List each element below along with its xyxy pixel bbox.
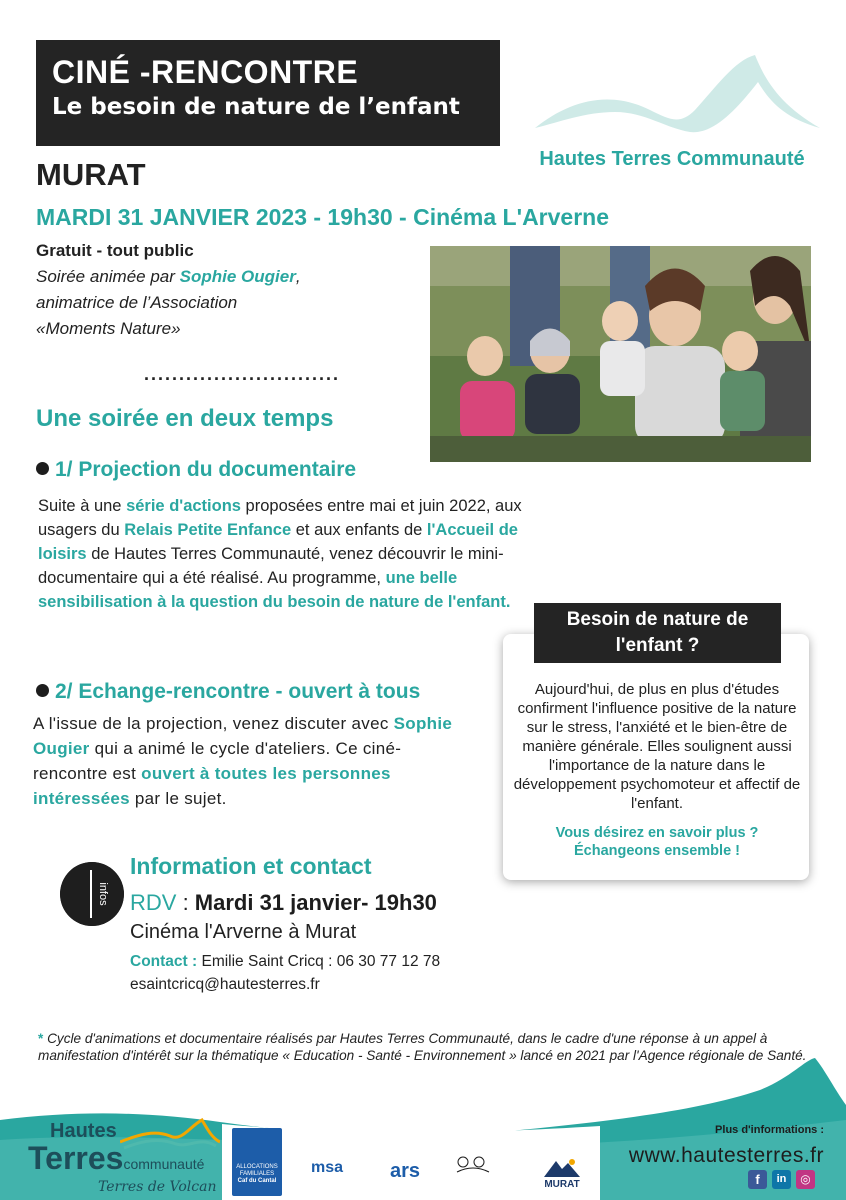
rdv-place: Cinéma l'Arverne à Murat <box>130 921 357 943</box>
part1-text: proposées entre mai et juin 2022, aux usagers du <box>38 497 522 539</box>
footer-logo-terres: Terres <box>28 1140 124 1176</box>
contact-heading: Information et contact <box>130 853 372 879</box>
part2-heading <box>36 680 420 704</box>
part2-text: par le sujet. <box>129 789 227 808</box>
event-price: Gratuit - tout public <box>36 241 194 260</box>
part2-body <box>33 711 463 811</box>
part2-text: qui a animé le cycle d'ateliers. Ce ciné-rencontre est <box>33 739 402 783</box>
footnote-star: * <box>38 1031 44 1046</box>
part1-text: de Hautes Terres Communauté, venez découvrir le mini-documentaire qui a été réalisé. Au programme, <box>38 545 504 587</box>
rdv-label: RDV <box>130 890 177 915</box>
rdv-line <box>130 890 437 916</box>
caf-logo-text2: Caf du Cantal <box>237 1177 277 1184</box>
page-title: CINÉ -RENCONTRE <box>52 54 359 90</box>
facebook-icon[interactable]: f <box>748 1170 767 1189</box>
program-heading: Une soirée en deux temps <box>36 405 334 432</box>
murat-logo-text: MURAT <box>544 1178 580 1190</box>
bullet-icon <box>36 462 49 475</box>
part1-highlight: une belle sensibilisation à la question du besoin de nature de l'enfant. <box>38 569 511 611</box>
separator-dots: ............................ <box>144 364 341 384</box>
part1-heading <box>36 458 356 482</box>
linkedin-icon[interactable]: in <box>772 1170 791 1189</box>
part1-highlight: série d'actions <box>126 497 241 515</box>
relais-logo-icon <box>450 1148 496 1178</box>
part2-text: A l'issue de la projection, venez discuter avec <box>33 714 394 733</box>
event-date: MARDI 31 JANVIER 2023 - 19h30 - Cinéma L'Arverne <box>36 204 610 230</box>
info-card-title: Besoin de nature de l'enfant ? <box>534 603 781 663</box>
part2-title: 2/ Echange-rencontre - ouvert à tous <box>55 680 421 703</box>
footer-logo-communaute: communauté <box>123 1156 205 1172</box>
part1-text: Suite à une <box>38 497 127 515</box>
msa-logo: msa <box>296 1148 358 1188</box>
rdv-value: Mardi 31 janvier- 19h30 <box>194 890 437 915</box>
event-intro <box>36 238 416 342</box>
contact-email[interactable]: esaintcricq@hautesterres.fr <box>130 976 320 993</box>
part1-title: 1/ Projection du documentaire <box>55 458 357 481</box>
animator-role: animatrice de l’Association <box>36 293 238 312</box>
website-link[interactable]: www.hautesterres.fr <box>628 1144 824 1167</box>
part1-highlight: l'Accueil de loisirs <box>38 521 518 563</box>
families-photo <box>430 246 811 462</box>
ars-logo: ars <box>372 1150 438 1192</box>
animator-prefix: Soirée animée par <box>36 267 180 286</box>
page-subtitle: Le besoin de nature de l’enfant <box>52 94 460 120</box>
contact-line <box>130 953 440 971</box>
animator-name: Sophie Ougier <box>179 267 296 286</box>
caf-logo <box>232 1128 282 1196</box>
footer-logo-line1: Hautes <box>50 1120 117 1142</box>
brand-name: Hautes Terres Communauté <box>539 148 805 170</box>
instagram-icon[interactable]: ◎ <box>796 1170 815 1189</box>
event-city: MURAT <box>36 157 146 192</box>
contact-value: Emilie Saint Cricq : 06 30 77 12 78 <box>197 953 441 970</box>
murat-logo <box>528 1150 596 1196</box>
part1-highlight: Relais Petite Enfance <box>124 521 292 539</box>
animator-association: «Moments Nature» <box>36 319 181 338</box>
animator-suffix: , <box>295 267 301 286</box>
caf-logo-text: ALLOCATIONS FAMILIALES <box>236 1163 278 1177</box>
part2-highlight: Sophie Ougier <box>33 714 453 758</box>
footer-logo-tagline: Terres de Volcan <box>98 1179 217 1195</box>
title-box <box>36 40 500 146</box>
bullet-icon <box>36 684 49 697</box>
rdv-separator: : <box>176 890 195 915</box>
part1-text: et aux enfants de <box>291 521 427 539</box>
footnote-text: Cycle d'animations et documentaire réalisés par Hautes Terres Communauté, dans le cadre d'une réponse à un appel à manifestation d'intérêt sur la thématique « Education - Santé - Environnement » lancé en 2021 par l'Agence régionale de Santé. <box>38 1031 807 1063</box>
event-animator-line <box>36 264 416 290</box>
part1-body <box>38 494 538 614</box>
hautes-terres-logo-icon <box>530 50 820 150</box>
info-card-cta: Vous désirez en savoir plus ? Échangeons ensemble ! <box>555 825 759 859</box>
svg-text:infos: infos <box>97 882 109 906</box>
infos-icon <box>60 862 124 926</box>
footer-logo-line2 <box>28 1140 216 1179</box>
more-info-label: Plus d'informations : <box>715 1124 824 1136</box>
footer-logo <box>28 1120 216 1195</box>
part2-highlight: ouvert à toutes les personnes intéressées <box>33 764 391 808</box>
contact-label: Contact : <box>130 953 198 970</box>
info-card-body: Aujourd'hui, de plus en plus d'études confirment l'influence positive de la nature sur le stress, l'anxiété et le bien-être de manière générale. Elles soulignent aussi l'importance de la nature dans le développement psychomoteur et affectif de l'enfant. <box>513 681 801 812</box>
